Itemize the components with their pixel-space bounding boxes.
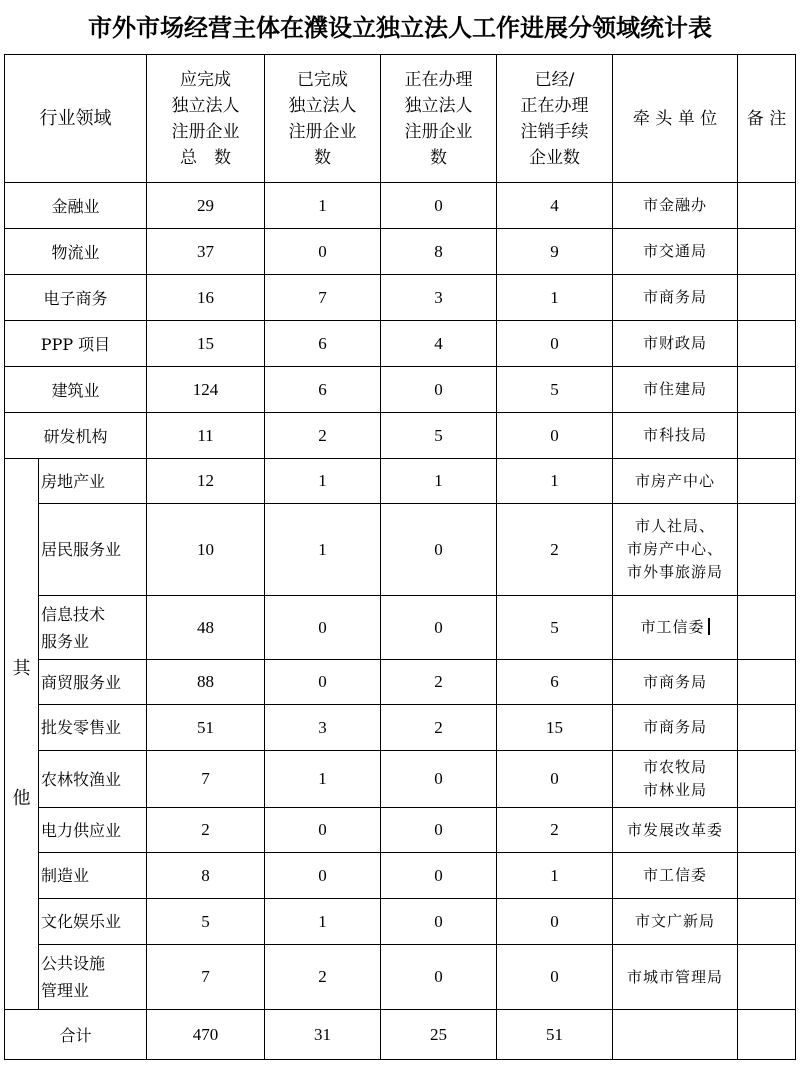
total-cell: 16	[147, 275, 265, 321]
lead-unit-cell	[613, 751, 738, 808]
in-progress-cell: 0	[381, 808, 497, 853]
lead-unit-line: 市工信委	[642, 866, 707, 884]
subsector-line: 信息技术	[41, 604, 106, 624]
summary-row	[5, 1010, 796, 1060]
lead-unit-cell	[613, 808, 738, 853]
lead-unit-cell	[613, 853, 738, 899]
lead-unit-cell	[613, 275, 738, 321]
table-row	[5, 945, 796, 1010]
completed-cell: 1	[265, 899, 381, 945]
subsector-line: 房地产业	[41, 471, 106, 491]
table-row	[5, 413, 796, 459]
total-cell: 5	[147, 899, 265, 945]
total-cell: 11	[147, 413, 265, 459]
table-title: 市外市场经营主体在濮设立独立法人工作进展分领域统计表	[88, 13, 712, 42]
header-cancelled: 已经/ 正在办理 注销手续 企业数	[497, 55, 613, 183]
sector-cell: 研发机构	[5, 413, 147, 459]
table-row	[5, 660, 796, 705]
lead-unit-line: 市财政局	[642, 334, 707, 352]
lead-unit-line: 市金融办	[642, 196, 707, 214]
subsector-line: 电力供应业	[41, 820, 122, 840]
completed-cell: 3	[265, 705, 381, 751]
remarks-cell	[738, 660, 796, 705]
sector-cell: PPP 项目	[5, 321, 147, 367]
header-completed: 已完成 独立法人 注册企业 数	[265, 55, 381, 183]
lead-unit-cell	[613, 183, 738, 229]
total-cell: 88	[147, 660, 265, 705]
in-progress-cell: 0	[381, 504, 497, 596]
completed-cell: 0	[265, 808, 381, 853]
lead-unit-cell	[613, 504, 738, 596]
completed-cell: 0	[265, 596, 381, 660]
other-group-char: 他	[12, 788, 31, 809]
total-cell: 48	[147, 596, 265, 660]
lead-unit-line: 市交通局	[642, 242, 707, 260]
cancelled-cell: 15	[497, 705, 613, 751]
lead-unit-line: 市林业局	[642, 781, 707, 799]
completed-cell: 2	[265, 945, 381, 1010]
subsector-cell	[39, 853, 147, 899]
completed-cell: 1	[265, 751, 381, 808]
subsector-cell	[39, 751, 147, 808]
subsector-cell	[39, 808, 147, 853]
total-cell: 51	[147, 705, 265, 751]
remarks-cell	[738, 459, 796, 504]
cancelled-cell: 5	[497, 596, 613, 660]
sector-cell: 电子商务	[5, 275, 147, 321]
lead-unit-cell	[613, 660, 738, 705]
lead-unit-line: 市工信委	[613, 616, 737, 639]
total-cell: 15	[147, 321, 265, 367]
summary-label: 合计	[5, 1010, 147, 1060]
in-progress-cell: 0	[381, 899, 497, 945]
cancelled-cell: 1	[497, 853, 613, 899]
total-cell: 124	[147, 367, 265, 413]
lead-unit-line: 市发展改革委	[626, 820, 723, 839]
completed-cell: 7	[265, 275, 381, 321]
lead-unit-line: 市科技局	[642, 426, 707, 444]
remarks-cell	[738, 321, 796, 367]
in-progress-cell: 0	[381, 596, 497, 660]
in-progress-cell: 0	[381, 751, 497, 808]
cancelled-cell: 1	[497, 275, 613, 321]
lead-unit-line: 市商务局	[642, 288, 707, 306]
other-group-label	[5, 459, 39, 1010]
completed-cell: 6	[265, 321, 381, 367]
cancelled-cell: 0	[497, 945, 613, 1010]
lead-unit-cell	[613, 413, 738, 459]
header-remarks: 备 注	[738, 55, 796, 183]
in-progress-cell: 0	[381, 853, 497, 899]
lead-unit-line: 市商务局	[642, 672, 707, 691]
in-progress-cell: 8	[381, 229, 497, 275]
table-row	[5, 459, 796, 504]
in-progress-cell: 2	[381, 705, 497, 751]
lead-unit-line: 市外事旅游局	[626, 563, 723, 581]
lead-unit-line: 市房产中心、	[626, 540, 723, 558]
in-progress-cell: 5	[381, 413, 497, 459]
title-bar	[0, 0, 800, 50]
header-sector: 行业领域	[5, 55, 147, 183]
cancelled-cell: 0	[497, 321, 613, 367]
summary-remarks	[738, 1010, 796, 1060]
lead-unit-cell	[613, 367, 738, 413]
completed-cell: 1	[265, 459, 381, 504]
remarks-cell	[738, 596, 796, 660]
remarks-cell	[738, 853, 796, 899]
header-row	[5, 55, 796, 183]
remarks-cell	[738, 413, 796, 459]
table-row	[5, 367, 796, 413]
subsector-cell	[39, 459, 147, 504]
in-progress-cell: 0	[381, 367, 497, 413]
subsector-line: 公共设施	[41, 954, 106, 973]
cancelled-cell: 1	[497, 459, 613, 504]
total-cell: 7	[147, 751, 265, 808]
lead-unit-cell	[613, 229, 738, 275]
total-cell: 2	[147, 808, 265, 853]
lead-unit-line: 市农牧局	[642, 758, 707, 776]
table-row	[5, 899, 796, 945]
total-cell: 8	[147, 853, 265, 899]
subsector-line: 居民服务业	[41, 540, 122, 559]
remarks-cell	[738, 367, 796, 413]
subsector-line: 批发零售业	[41, 718, 122, 737]
subsector-line: 服务业	[41, 631, 90, 651]
header-in-progress: 正在办理 独立法人 注册企业 数	[381, 55, 497, 183]
text-cursor	[708, 618, 710, 635]
remarks-cell	[738, 183, 796, 229]
total-cell: 29	[147, 183, 265, 229]
lead-unit-cell	[613, 596, 738, 660]
subsector-cell	[39, 705, 147, 751]
header-total: 应完成 独立法人 注册企业 总 数	[147, 55, 265, 183]
in-progress-cell: 2	[381, 660, 497, 705]
summary-lead-unit	[613, 1010, 738, 1060]
subsector-cell	[39, 504, 147, 596]
table-row	[5, 183, 796, 229]
remarks-cell	[738, 899, 796, 945]
remarks-cell	[738, 808, 796, 853]
cancelled-cell: 0	[497, 413, 613, 459]
completed-cell: 1	[265, 183, 381, 229]
table-row	[5, 504, 796, 596]
subsector-cell	[39, 660, 147, 705]
completed-cell: 0	[265, 229, 381, 275]
cancelled-cell: 4	[497, 183, 613, 229]
lead-unit-cell	[613, 321, 738, 367]
table-row	[5, 275, 796, 321]
subsector-cell	[39, 945, 147, 1010]
table-row	[5, 705, 796, 751]
lead-unit-line: 市人社局、	[634, 517, 715, 535]
cancelled-cell: 6	[497, 660, 613, 705]
statistics-table	[4, 54, 796, 1060]
sector-cell: 建筑业	[5, 367, 147, 413]
table-row	[5, 596, 796, 660]
sector-cell: 金融业	[5, 183, 147, 229]
lead-unit-cell	[613, 945, 738, 1010]
subsector-line: 文化娱乐业	[41, 912, 122, 931]
completed-cell: 0	[265, 660, 381, 705]
completed-cell: 1	[265, 504, 381, 596]
table-row	[5, 321, 796, 367]
summary-total: 470	[147, 1010, 265, 1060]
lead-unit-cell	[613, 705, 738, 751]
remarks-cell	[738, 504, 796, 596]
cancelled-cell: 9	[497, 229, 613, 275]
remarks-cell	[738, 705, 796, 751]
cancelled-cell: 0	[497, 899, 613, 945]
lead-unit-line: 市文广新局	[634, 912, 715, 930]
in-progress-cell: 0	[381, 183, 497, 229]
table-row	[5, 751, 796, 808]
lead-unit-line: 市住建局	[642, 380, 707, 398]
total-cell: 37	[147, 229, 265, 275]
subsector-cell	[39, 899, 147, 945]
in-progress-cell: 4	[381, 321, 497, 367]
subsector-line: 管理业	[41, 981, 90, 1000]
lead-unit-cell	[613, 459, 738, 504]
cancelled-cell: 2	[497, 504, 613, 596]
in-progress-cell: 3	[381, 275, 497, 321]
total-cell: 10	[147, 504, 265, 596]
remarks-cell	[738, 945, 796, 1010]
remarks-cell	[738, 275, 796, 321]
table-row	[5, 853, 796, 899]
sector-cell: 物流业	[5, 229, 147, 275]
lead-unit-line: 市城市管理局	[626, 967, 723, 986]
remarks-cell	[738, 751, 796, 808]
table-row	[5, 808, 796, 853]
cancelled-cell: 2	[497, 808, 613, 853]
header-lead-unit: 牵 头 单 位	[613, 55, 738, 183]
in-progress-cell: 1	[381, 459, 497, 504]
cancelled-cell: 0	[497, 751, 613, 808]
subsector-cell	[39, 596, 147, 660]
subsector-line: 制造业	[41, 866, 90, 885]
completed-cell: 0	[265, 853, 381, 899]
summary-in-progress: 25	[381, 1010, 497, 1060]
summary-cancelled: 51	[497, 1010, 613, 1060]
lead-unit-line: 市房产中心	[634, 471, 715, 490]
total-cell: 12	[147, 459, 265, 504]
remarks-cell	[738, 229, 796, 275]
lead-unit-line: 市商务局	[642, 718, 707, 736]
subsector-line: 农林牧渔业	[41, 769, 122, 789]
in-progress-cell: 0	[381, 945, 497, 1010]
completed-cell: 2	[265, 413, 381, 459]
table-row	[5, 229, 796, 275]
summary-completed: 31	[265, 1010, 381, 1060]
completed-cell: 6	[265, 367, 381, 413]
subsector-line: 商贸服务业	[41, 672, 122, 692]
cancelled-cell: 5	[497, 367, 613, 413]
lead-unit-cell	[613, 899, 738, 945]
other-group-char: 其	[12, 658, 31, 679]
total-cell: 7	[147, 945, 265, 1010]
